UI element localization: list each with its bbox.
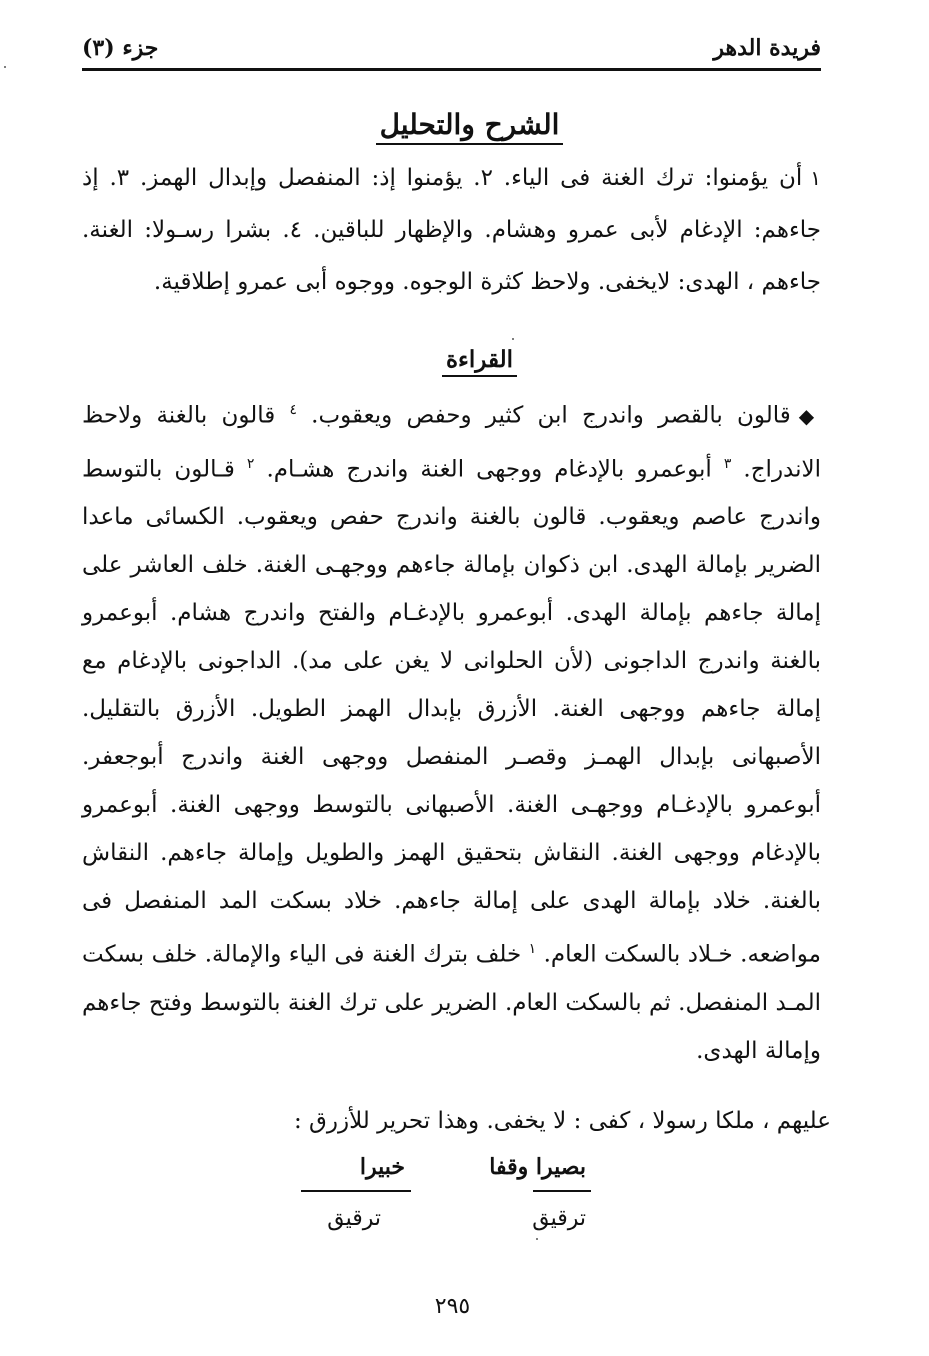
- sharh-text: أن يؤمنوا: ترك الغنة فى الياء. ٢. يؤمنوا إذ: المنفصل وإبدال الهمز. ٣. إذ جاءهم: الإدغام لأبى عمرو وهشام. والإظهار للباقين. ٤. بشرا رسـولا: الغنة. جاءهم ، الهدى: لايخفى. ولاحظ كثرة الوجوه. ووجوه أبى عمرو إطلاقية.: [82, 165, 821, 295]
- qiraah-segment-4: قـالون بالتوسط واندرج عاصم ويعقوب. قالون بالغنة واندرج حفص ويعقوب. الكسائى ماعدا الضرير بإمالة الهدى. ابن ذكوان بإمالة جاءهم ووجهـى الغنة. خلف العاشر على إمالة جاءهم بإمالة الهدى. أبوعمرو بالإدغـام والفتح واندرج هشام. أبوعمرو بالغنة واندرج الداجونى (لأن الحلوانى لا يغن على مد). الداجونى بالإدغام مع إمالة جاءهم ووجهى الغنة. الأزرق بإبدال الهمز الطويل. الأزرق بالتقليل. الأصبهانى بإبدال الهمـز وقصـر المنفصل ووجهى الغنة واندرج أبوجعفر. أبوعمرو بالإدغـام ووجهـى الغنة. الأصبهانى بالتوسط ووجهى الغنة. أبوعمرو بالإدغام ووجهى الغنة. النقاش بتحقيق الهمز والطويل وإمالة جاءهم. النقاش بالغنة. خلاد بإمالة الهدى على إمالة جاءهم. خلاد بسكت المد المنفصل فى مواضعه. خـلاد بالسكت العام.: [82, 456, 821, 968]
- diamond-bullet-icon: ◆: [798, 403, 822, 428]
- scan-speck: [536, 1238, 538, 1240]
- qiraah-heading: [0, 346, 929, 377]
- sharh-marker: ١: [810, 166, 821, 190]
- qiraah-segment-2: قالون بالغنة ولاحظ الاندراج.: [82, 402, 822, 483]
- table-header-underline: [301, 1190, 411, 1192]
- page-number-text: ٢٩٥: [434, 1294, 471, 1319]
- footnote-marker-1: ٤: [289, 402, 297, 418]
- footnote-marker-4: ١: [528, 941, 537, 958]
- scan-speck: [512, 338, 514, 340]
- qiraah-segment-1: قالون بالقصر واندرج ابن كثير وحفص ويعقوب.: [311, 402, 791, 429]
- page-number: [0, 1294, 929, 1319]
- page-header: [82, 28, 821, 68]
- book-title: فريدة الدهر: [713, 35, 821, 61]
- qiraah-segment-3: أبوعمرو بالإدغام ووجهى الغنة واندرج هشـام.: [266, 456, 712, 483]
- sharh-paragraph: [82, 152, 821, 308]
- footnote-marker-2: ٣: [723, 455, 732, 472]
- table-header-khabiran: خبيرا: [359, 1154, 405, 1180]
- part-label: جزء (٣): [82, 35, 159, 61]
- table-cell-khabiran: ترقيق: [327, 1206, 381, 1231]
- footnote-marker-3: ٢: [246, 455, 255, 472]
- tahrir-note: عليهم ، ملكا رسولا ، كفى : لا يخفى. وهذا تحرير للأزرق :: [293, 1108, 831, 1134]
- scan-speck: [4, 66, 6, 68]
- table-header-basiran: بصيرا وقفا: [489, 1154, 586, 1180]
- sharh-heading: [0, 108, 929, 145]
- qiraah-title: القراءة: [442, 346, 517, 377]
- table-cell-basiran: ترقيق: [532, 1206, 586, 1231]
- qiraah-paragraph: [82, 386, 821, 1075]
- qiraah-segment-5: خلف بترك الغنة فى الياء والإمالة. خلف بسكت المـد المنفصل. ثم بالسكت العام. الضرير على ترك الغنة بالتوسط وفتح جاءهم وإمالة الهدى.: [82, 941, 821, 1064]
- sharh-title: الشرح والتحليل: [376, 108, 564, 145]
- header-rule: [82, 68, 821, 71]
- table-header-underline: [533, 1190, 591, 1192]
